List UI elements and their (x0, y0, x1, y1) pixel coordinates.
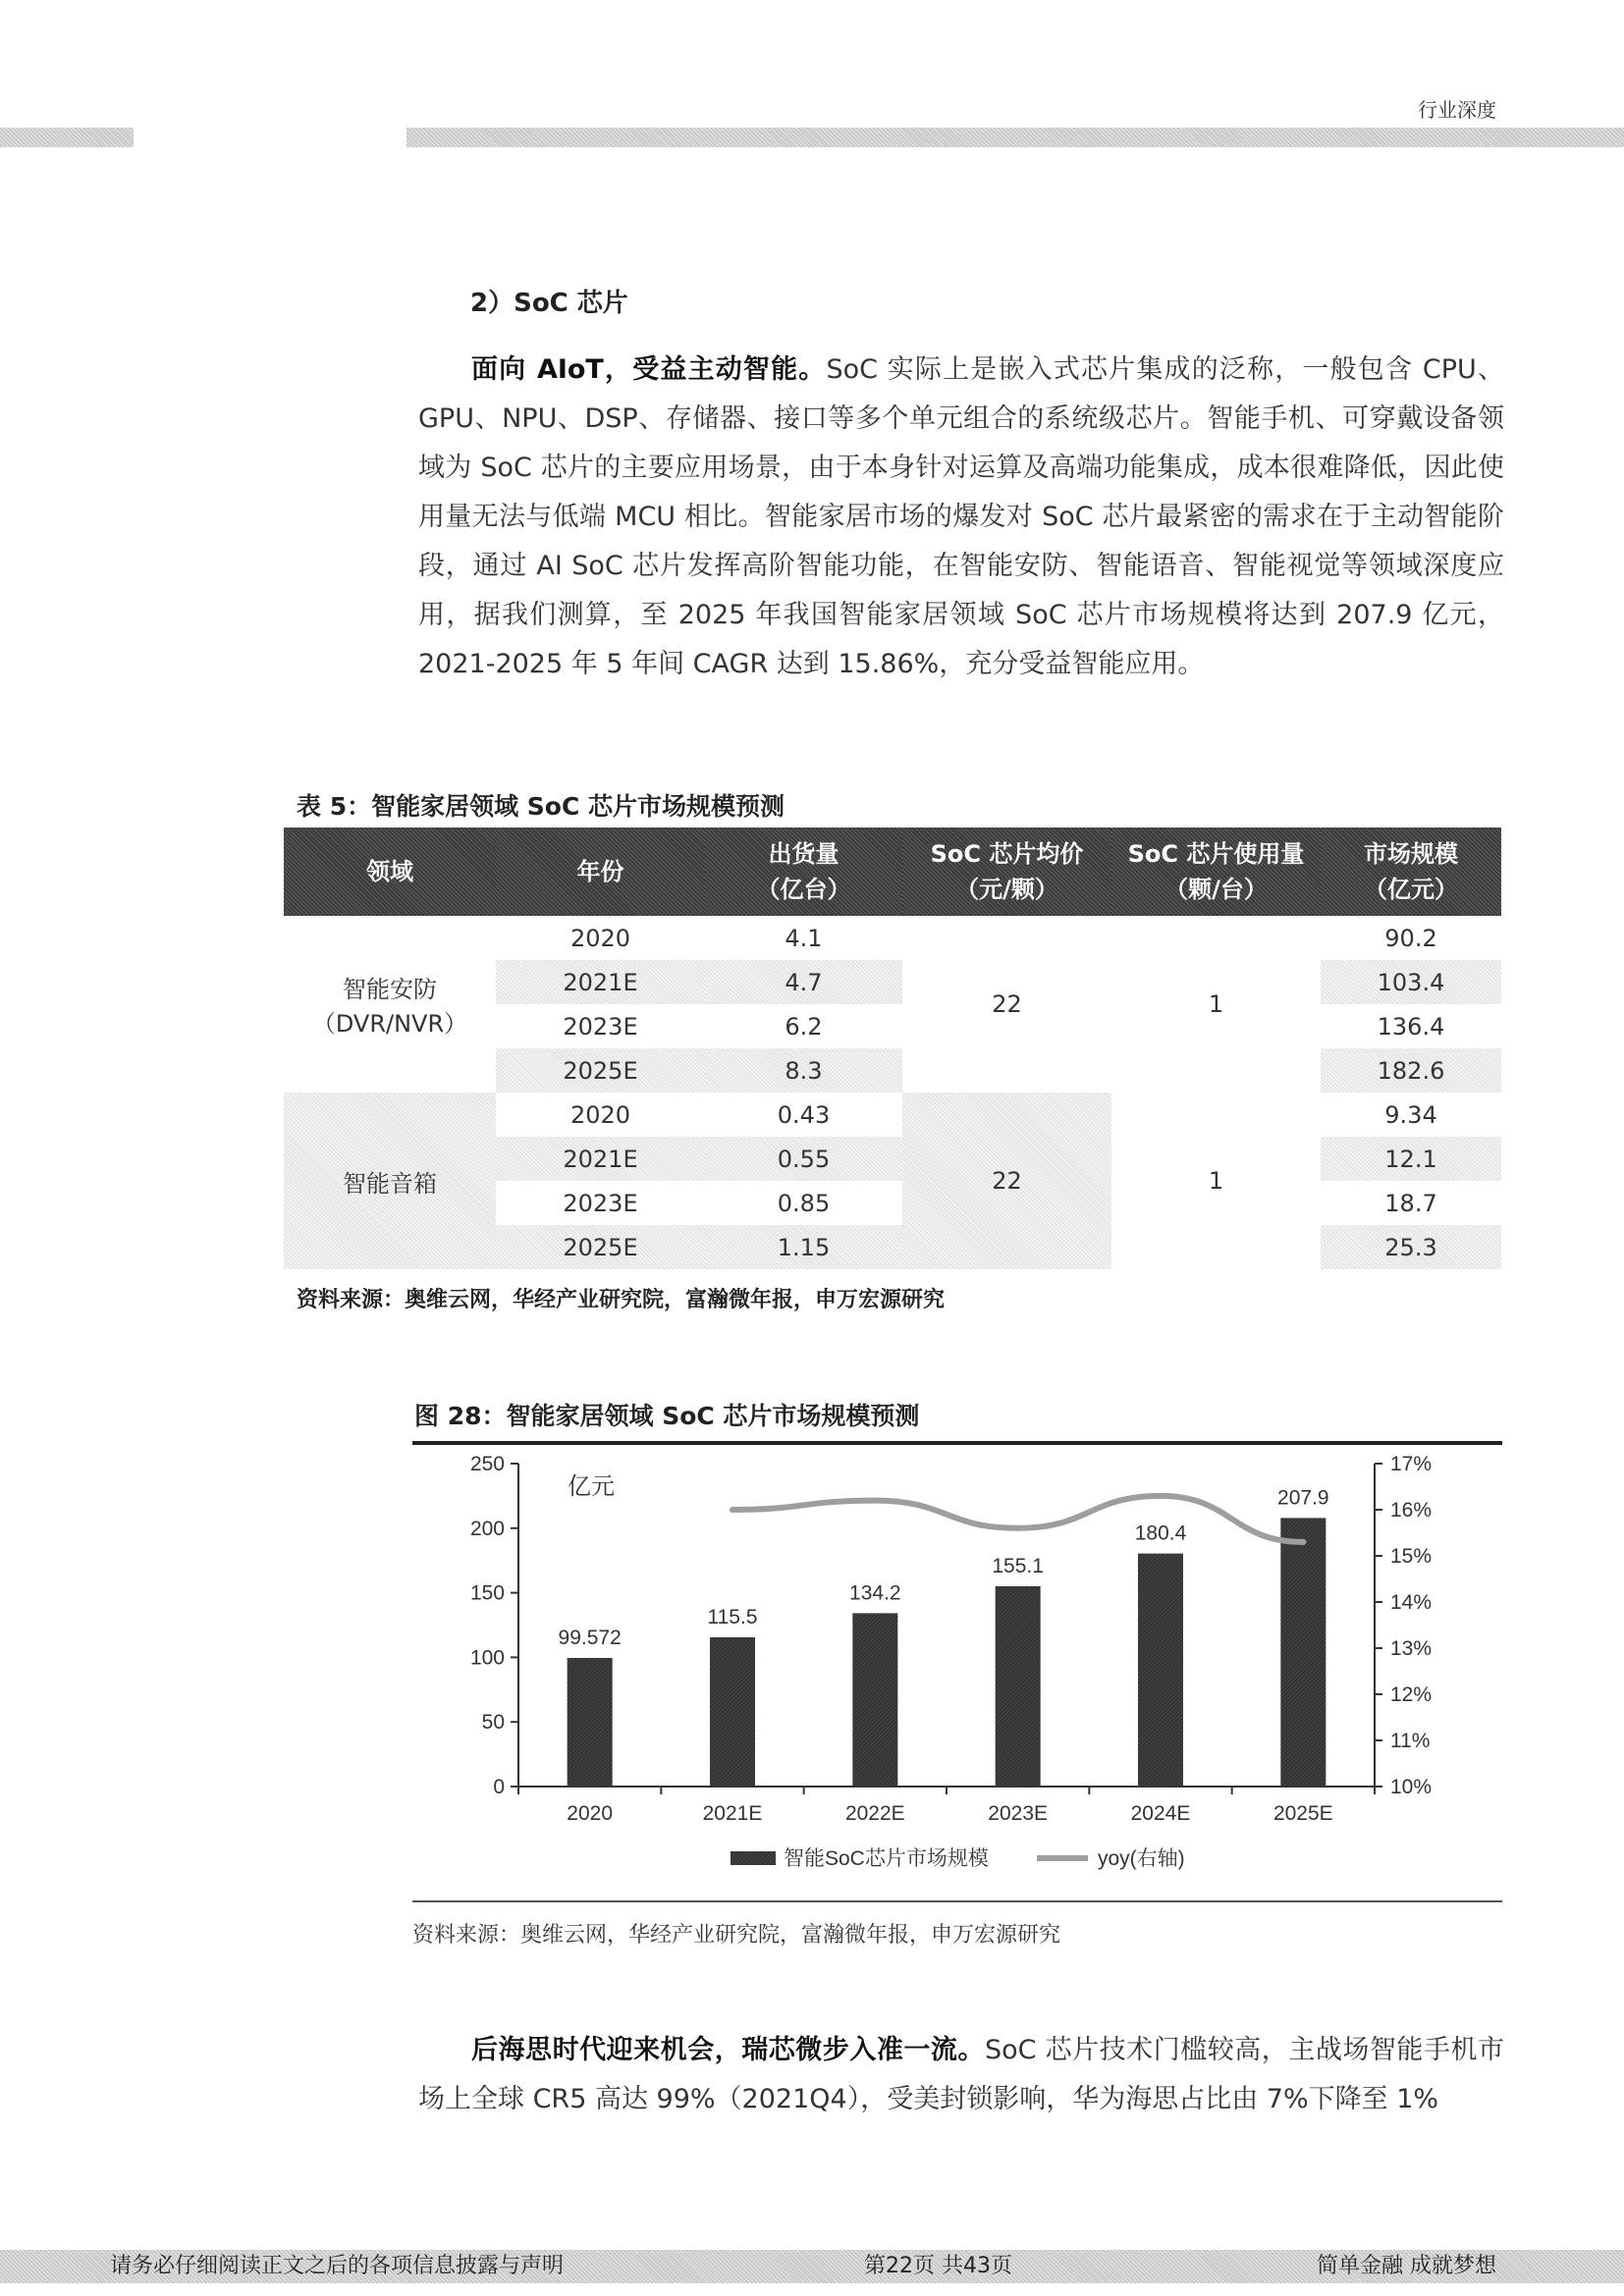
table-row (284, 916, 1501, 960)
usage-cell: 1 (1208, 1167, 1224, 1195)
market-cell: 9.34 (1384, 1100, 1437, 1129)
right-tick-label: 15% (1390, 1545, 1433, 1568)
bar (710, 1637, 755, 1787)
header-shipments-line1: 出货量 (768, 840, 839, 868)
year-cell: 2021E (496, 960, 705, 1004)
x-tick-label: 2025E (1272, 1802, 1333, 1825)
year-cell: 2020 (569, 924, 631, 952)
shipments-cell: 6.2 (785, 1012, 823, 1041)
left-tick-label: 0 (493, 1776, 505, 1798)
bar (996, 1586, 1041, 1787)
table-header-row (284, 828, 1501, 916)
domain-name: 智能音箱 (343, 1169, 437, 1198)
right-tick-label: 10% (1390, 1776, 1433, 1798)
left-tick-label: 250 (469, 1453, 505, 1475)
unit-label: 亿元 (568, 1473, 615, 1500)
year-cell: 2023E (563, 1012, 638, 1041)
header-domain: 领域 (284, 828, 496, 916)
right-tick-label: 16% (1390, 1499, 1433, 1522)
legend-bar-swatch (731, 1851, 776, 1865)
yoy-point (1015, 1525, 1021, 1531)
header-label: 行业深度 (1418, 98, 1496, 122)
bar (852, 1613, 897, 1787)
shipments-cell: 4.7 (705, 960, 902, 1004)
yoy-point (1158, 1493, 1164, 1499)
left-tick-label: 150 (469, 1581, 505, 1605)
body-paragraph (418, 346, 1504, 689)
header-market (1321, 828, 1501, 916)
header-usage (1111, 828, 1321, 916)
bar-series (559, 1486, 1329, 1787)
market-cell: 182.6 (1321, 1048, 1501, 1093)
soc-market-table (284, 828, 1501, 1269)
header-avg-price-line1: SoC 芯片均价 (930, 840, 1084, 868)
yoy-point (1300, 1539, 1306, 1545)
right-tick-label: 12% (1390, 1683, 1433, 1706)
x-axis (518, 1787, 1375, 1825)
year-cell: 2023E (563, 1189, 638, 1217)
x-tick-label: 2021E (702, 1802, 763, 1825)
soc-market-chart (412, 1445, 1502, 1898)
right-tick-label: 11% (1390, 1730, 1431, 1752)
yoy-line (732, 1496, 1303, 1542)
bar (568, 1658, 613, 1787)
footer-disclaimer: 请务必仔细阅读正文之后的各项信息披露与声明 (110, 2254, 565, 2278)
usage-cell: 1 (1208, 990, 1224, 1018)
right-tick-label: 17% (1390, 1453, 1433, 1475)
legend-line-label: yoy(右轴) (1098, 1847, 1185, 1870)
yoy-point (730, 1507, 735, 1513)
header-usage-line2: （颗/台） (1164, 876, 1268, 903)
market-cell: 25.3 (1321, 1225, 1501, 1269)
shipments-cell: 0.43 (777, 1100, 831, 1129)
left-tick-label: 200 (469, 1517, 505, 1540)
figure-title: 图 28：智能家居领域 SoC 芯片市场规模预测 (414, 1402, 920, 1430)
footer-slogan: 简单金融 成就梦想 (1317, 2254, 1496, 2278)
x-tick-label: 2023E (988, 1802, 1049, 1825)
footer-page-number: 第22页 共43页 (864, 2254, 1012, 2278)
bar-value-label: 99.572 (558, 1626, 622, 1649)
legend-bar-label: 智能SoC芯片市场规模 (784, 1847, 989, 1870)
header-market-line2: （亿元） (1364, 876, 1458, 903)
paragraph-lead: 面向 AIoT，受益主动智能。 (471, 354, 827, 385)
market-cell: 12.1 (1321, 1137, 1501, 1181)
domain-cell (284, 916, 496, 1093)
shipments-cell: 0.85 (777, 1189, 831, 1217)
right-tick-label: 13% (1390, 1637, 1433, 1660)
bar-value-label: 134.2 (849, 1581, 901, 1605)
bar (1280, 1518, 1326, 1787)
x-tick-label: 2024E (1130, 1802, 1191, 1825)
figure-bottom-rule (412, 1900, 1502, 1902)
paragraph-text: SoC 芯片技术门槛较高，主战场智能手机市场上全球 CR5 高达 99%（2021Q4），受美封锁影响，华为海思占比由 7%下降至 1% (418, 2035, 1505, 2114)
market-cell: 18.7 (1384, 1189, 1437, 1217)
left-tick-label: 50 (481, 1711, 505, 1735)
table-row (284, 1093, 1501, 1137)
market-cell: 136.4 (1377, 1012, 1445, 1041)
shipments-cell: 8.3 (705, 1048, 902, 1093)
table-source: 资料来源：奥维云网，华经产业研究院，富瀚微年报，申万宏源研究 (297, 1288, 946, 1312)
domain-cell (284, 1093, 496, 1269)
chart-legend (731, 1847, 1185, 1870)
header-avg-price-line2: （元/颗） (955, 876, 1058, 903)
bar-value-label: 207.9 (1277, 1486, 1329, 1510)
bar-value-label: 115.5 (707, 1606, 758, 1629)
x-tick-label: 2022E (844, 1802, 905, 1825)
figure-source: 资料来源：奥维云网，华经产业研究院，富瀚微年报，申万宏源研究 (412, 1923, 1061, 1948)
header-shipments-line2: （亿台） (756, 876, 851, 903)
line-series (730, 1493, 1306, 1545)
left-axis (470, 1453, 518, 1798)
right-tick-label: 14% (1390, 1591, 1433, 1614)
paragraph-lead: 后海思时代迎来机会，瑞芯微步入准一流。 (471, 2035, 985, 2065)
header-year: 年份 (496, 828, 705, 916)
header-rule-left (0, 128, 134, 147)
x-tick-label: 2020 (567, 1802, 614, 1825)
shipments-cell: 1.15 (705, 1225, 902, 1269)
bar (1138, 1554, 1183, 1787)
shipments-cell: 4.1 (785, 924, 823, 952)
year-cell: 2025E (496, 1225, 705, 1269)
body-paragraph (418, 2026, 1504, 2124)
header-market-line1: 市场规模 (1364, 840, 1458, 868)
right-axis (1375, 1453, 1432, 1798)
left-tick-label: 100 (469, 1646, 505, 1670)
shipments-cell: 0.55 (705, 1137, 902, 1181)
price-cell: 22 (992, 990, 1022, 1018)
year-cell: 2021E (496, 1137, 705, 1181)
year-cell: 2025E (496, 1048, 705, 1093)
yoy-point (872, 1498, 878, 1504)
header-usage-line1: SoC 芯片使用量 (1127, 840, 1305, 868)
year-cell: 2020 (569, 1100, 631, 1129)
domain-name: 智能安防 (343, 976, 437, 1003)
table-title: 表 5：智能家居领域 SoC 芯片市场规模预测 (297, 792, 785, 821)
bar-value-label: 155.1 (992, 1554, 1044, 1577)
header-shipments (705, 828, 902, 916)
bar-value-label: 180.4 (1134, 1522, 1187, 1545)
price-cell: 22 (902, 1093, 1111, 1269)
market-cell: 90.2 (1384, 924, 1437, 952)
header-avg-price (902, 828, 1111, 916)
section-heading: 2）SoC 芯片 (470, 289, 628, 318)
domain-subname: （DVR/NVR） (311, 1010, 468, 1038)
market-cell: 103.4 (1321, 960, 1501, 1004)
header-rule-right (406, 128, 1624, 147)
paragraph-text: SoC 实际上是嵌入式芯片集成的泛称，一般包含 CPU、GPU、NPU、DSP、存储器、接口等多个单元组合的系统级芯片。智能手机、可穿戴设备领域为 SoC 芯片的主要应用场景，由于本身针对运算及高端功能集成，成本很难降低，因此使用量无法与低端 MCU 相比。智能家居市场的爆发对 SoC 芯片最紧密的需求在于主动智能阶段，通过 AI SoC 芯片发挥高阶智能功能，在智能安防、智能语音、智能视觉等领域深度应用，据我们测算，至 2025 年我国智能家居领域 SoC 芯片市场规模将达到 207.9 亿元，2021-2025 年 5 年间 CAGR 达到 15.86%，充分受益智能应用。 (418, 354, 1504, 679)
